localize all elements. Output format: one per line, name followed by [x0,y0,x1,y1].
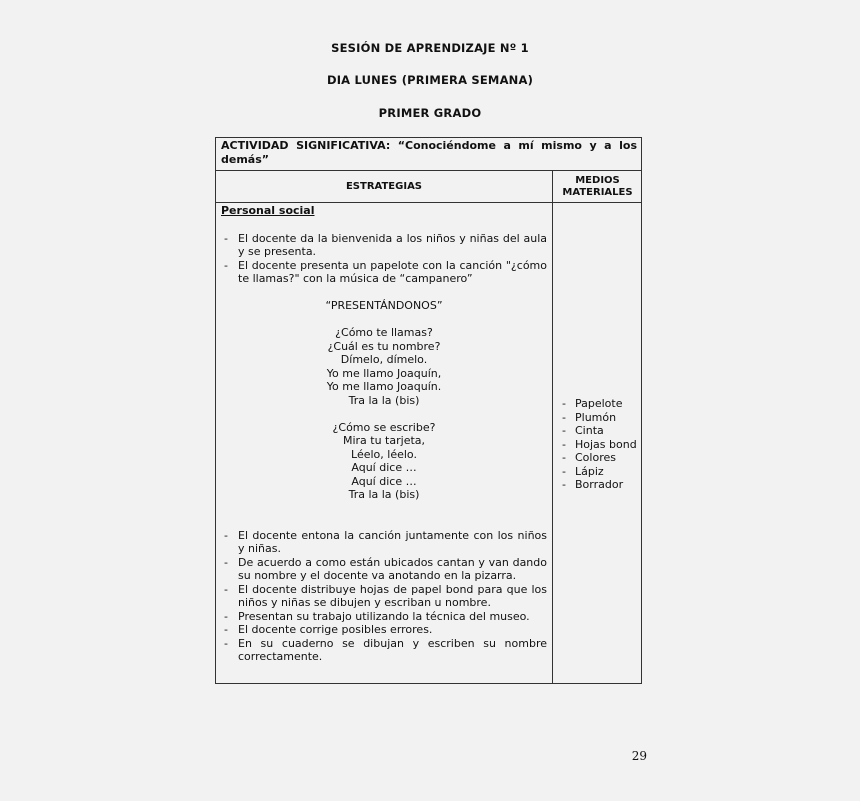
material-item: - Colores [559,451,641,465]
steps-before-list [221,232,547,286]
material-item: - Hojas bond [559,438,641,452]
list-item: - El docente da la bienvenida a los niños y niñas del aula y se presenta. [221,232,547,259]
materials-list [559,397,641,492]
song-title: “PRESENTÁNDONOS” [325,299,443,312]
material-item: - Plumón [559,411,641,425]
material-item: - Papelote [559,397,641,411]
steps-after-list [221,529,547,664]
song-verse-1 [221,326,547,407]
page-number: 29 [631,749,647,763]
document-title: SESIÓN DE APRENDIZAJE Nº 1 [331,41,529,55]
list-item: - El docente presenta un papelote con la canción "¿cómo te llamas?" con la música de “campanero” [221,259,547,286]
song-verse-2 [221,421,547,502]
song-line: Yo me llamo Joaquín, [326,366,442,380]
strategies-cell [221,204,547,664]
song-line: Léelo, léelo. [351,447,417,461]
song-line: Mira tu tarjeta, [342,434,426,447]
session-table [215,137,642,684]
song-line: ¿Cómo se escribe? [332,420,436,434]
song-line: Aquí dice … [351,461,417,474]
materials-cell [559,397,641,492]
strategies-column-header: ESTRATEGIAS [345,181,423,192]
column-divider [552,171,553,684]
document-day: DIA LUNES (PRIMERA SEMANA) [326,73,534,87]
song-line: Dímelo, dímelo. [340,353,428,366]
materials-column-header: MEDIOS MATERIALES [562,175,633,198]
list-item: - El docente distribuye hojas de papel bond para que los niños y niñas se dibujen y escriban u nombre. [221,583,547,610]
list-item: - Presentan su trabajo utilizando la técnica del museo. [221,610,547,624]
material-item: - Cinta [559,424,641,438]
song-line: Tra la la (bis) [348,488,420,501]
table-header-row [216,171,641,203]
activity-title: ACTIVIDAD SIGNIFICATIVA: “Conociéndome a mí mismo y a los demás” [216,138,641,171]
document-grade: PRIMER GRADO [378,106,482,120]
list-item: - De acuerdo a como están ubicados cantan y van dando su nombre y el docente va anotando en la pizarra. [221,556,547,583]
song-line: ¿Cómo te llamas? [335,326,433,339]
song-line: Aquí dice … [351,474,417,488]
material-item: - Lápiz [559,465,641,479]
song-line: ¿Cuál es tu nombre? [327,339,441,353]
song-line: Yo me llamo Joaquín. [326,380,442,393]
list-item: - El docente entona la canción juntamente con los niños y niñas. [221,529,547,556]
song-line: Tra la la (bis) [348,393,420,407]
list-item: - El docente corrige posibles errores. [221,623,547,637]
list-item: - En su cuaderno se dibujan y escriben su nombre correctamente. [221,637,547,664]
material-item: - Borrador [559,478,641,492]
section-heading: Personal social [221,204,315,217]
